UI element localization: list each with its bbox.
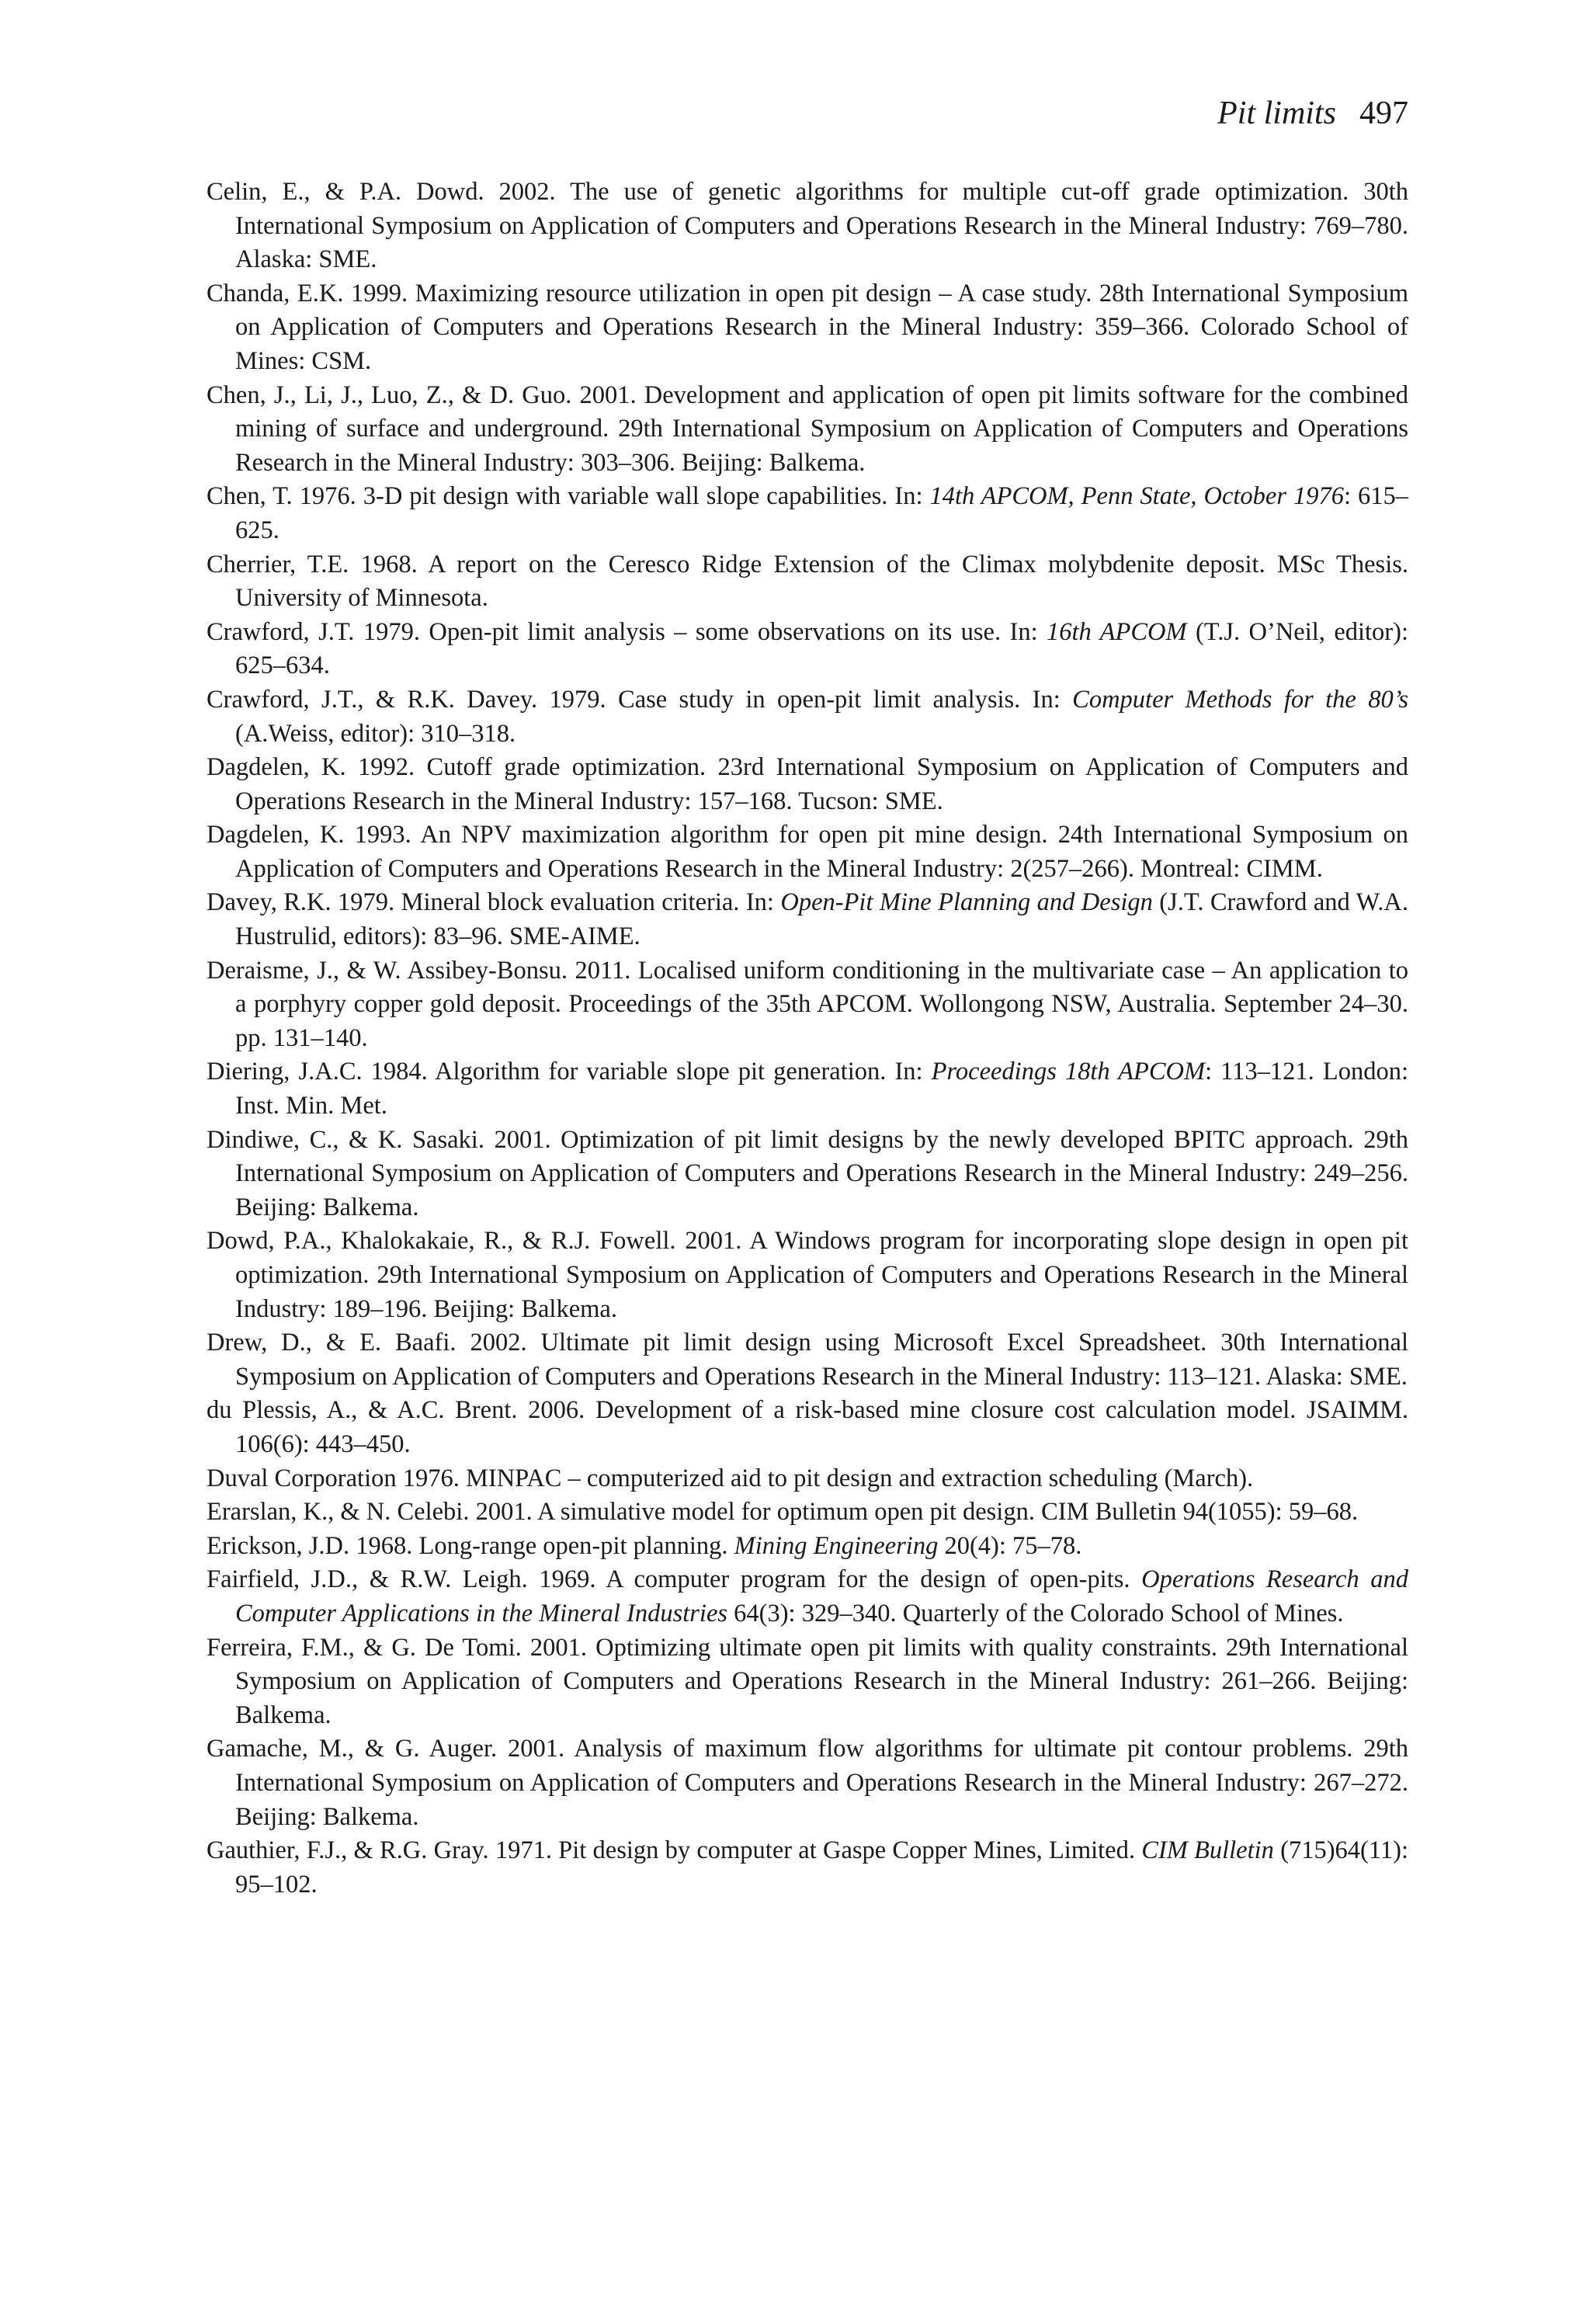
- reference-text: Diering, J.A.C. 1984. Algorithm for variable slope pit generation. In:: [207, 1058, 932, 1086]
- reference-text: : 615–625.: [235, 482, 1408, 544]
- reference-text: Chen, J., Li, J., Luo, Z., & D. Guo. 2001. Development and application of open pit limits software for the combined mining of surface and underground. 29th International Symposium on Application of Computers and Operations Research in the Mineral Industry: 303–306. Beijing: Balkema.: [207, 380, 1408, 477]
- reference-text: 20(4): 75–78.: [938, 1531, 1082, 1560]
- reference-entry: [207, 616, 1408, 683]
- page-number: 497: [1359, 96, 1408, 131]
- reference-entry: [207, 379, 1408, 481]
- reference-entry: [207, 1394, 1408, 1461]
- reference-entry: [207, 1834, 1408, 1902]
- reference-source-title: CIM Bulletin: [1141, 1836, 1274, 1865]
- reference-text: (J.T. Crawford and W.A. Hustrulid, editors): 83–96. SME-AIME.: [235, 888, 1408, 951]
- reference-source-title: Operations Research and Computer Applications in the Mineral Industries: [235, 1565, 1408, 1627]
- reference-text: : 113–121. London: Inst. Min. Met.: [235, 1058, 1408, 1120]
- reference-text: Chanda, E.K. 1999. Maximizing resource utilization in open pit design – A case study. 28th International Symposium on Application of Computers and Operations Research in the Mineral Industry: 359–366. Colorado School of Mines: CSM.: [207, 279, 1408, 375]
- reference-entry: [207, 751, 1408, 818]
- reference-entry: [207, 1495, 1408, 1530]
- reference-text: Crawford, J.T. 1979. Open-pit limit analysis – some observations on its use. In:: [207, 617, 1047, 646]
- reference-entry: [207, 818, 1408, 886]
- reference-text: Davey, R.K. 1979. Mineral block evaluation criteria. In:: [207, 888, 781, 917]
- reference-source-title: 16th APCOM: [1047, 617, 1187, 646]
- reference-entry: [207, 1124, 1408, 1225]
- reference-source-title: Proceedings 18th APCOM: [931, 1058, 1206, 1086]
- reference-entry: [207, 1326, 1408, 1394]
- reference-source-title: Mining Engineering: [734, 1531, 939, 1560]
- reference-text: Duval Corporation 1976. MINPAC – computerized aid to pit design and extraction scheduling (March).: [207, 1464, 1254, 1492]
- reference-text: Celin, E., & P.A. Dowd. 2002. The use of genetic algorithms for multiple cut-off grade optimization. 30th International Symposium on Application of Computers and Operations Research in the Mineral Industry: 769–780. Alaska: SME.: [207, 178, 1408, 274]
- reference-text: Fairfield, J.D., & R.W. Leigh. 1969. A computer program for the design of open-pits.: [207, 1565, 1142, 1594]
- reference-text: Dindiwe, C., & K. Sasaki. 2001. Optimization of pit limit designs by the newly developed BPITC approach. 29th International Symposium on Application of Computers and Operations Research in the Mineral Industry: 249–256. Beijing: Balkema.: [207, 1125, 1408, 1221]
- reference-text: Dagdelen, K. 1993. An NPV maximization algorithm for open pit mine design. 24th International Symposium on Application of Computers and Operations Research in the Mineral Industry: 2(257–266). Montreal: CIMM.: [207, 821, 1408, 883]
- reference-text: Erickson, J.D. 1968. Long-range open-pit planning.: [207, 1531, 734, 1560]
- reference-text: du Plessis, A., & A.C. Brent. 2006. Development of a risk-based mine closure cost calculation model. JSAIMM. 106(6): 443–450.: [207, 1396, 1408, 1458]
- reference-text: (T.J. O’Neil, editor): 625–634.: [235, 617, 1408, 680]
- reference-entry: [207, 1462, 1408, 1496]
- reference-text: Drew, D., & E. Baafi. 2002. Ultimate pit limit design using Microsoft Excel Spreadsheet. 30th International Symposium on Application of Computers and Operations Research in the Mineral Industry: 113–121. Alaska: SME.: [207, 1329, 1408, 1391]
- reference-text: (715)64(11): 95–102.: [235, 1836, 1408, 1898]
- reference-entry: [207, 1732, 1408, 1834]
- reference-source-title: Open-Pit Mine Planning and Design: [780, 888, 1153, 917]
- running-title: Pit limits: [1217, 96, 1336, 131]
- reference-entry: [207, 548, 1408, 616]
- reference-text: Gauthier, F.J., & R.G. Gray. 1971. Pit design by computer at Gaspe Copper Mines, Limited.: [207, 1836, 1142, 1865]
- reference-entry: [207, 175, 1408, 277]
- reference-text: Ferreira, F.M., & G. De Tomi. 2001. Optimizing ultimate open pit limits with quality constraints. 29th International Symposium on Application of Computers and Operations Research in the Mineral Industry: 261–266. Beijing: Balkema.: [207, 1633, 1408, 1729]
- reference-entry: [207, 1530, 1408, 1564]
- reference-text: Gamache, M., & G. Auger. 2001. Analysis of maximum flow algorithms for ultimate pit contour problems. 29th International Symposium on Application of Computers and Operations Research in the Mineral Industry: 267–272. Beijing: Balkema.: [207, 1735, 1408, 1831]
- reference-entry: [207, 1563, 1408, 1631]
- reference-text: Crawford, J.T., & R.K. Davey. 1979. Case study in open-pit limit analysis. In:: [207, 685, 1073, 714]
- reference-text: Cherrier, T.E. 1968. A report on the Ceresco Ridge Extension of the Climax molybdenite deposit. MSc Thesis. University of Minnesota.: [207, 550, 1408, 613]
- reference-entry: [207, 683, 1408, 751]
- reference-entry: [207, 480, 1408, 547]
- reference-list: [207, 175, 1408, 1902]
- reference-entry: [207, 1055, 1408, 1123]
- reference-text: 64(3): 329–340. Quarterly of the Colorado School of Mines.: [727, 1599, 1344, 1627]
- reference-entry: [207, 1631, 1408, 1733]
- reference-text: (A.Weiss, editor): 310–318.: [235, 719, 516, 748]
- reference-text: Chen, T. 1976. 3-D pit design with variable wall slope capabilities. In:: [207, 482, 930, 511]
- reference-entry: [207, 954, 1408, 1056]
- page-header: [1217, 90, 1408, 137]
- reference-source-title: 14th APCOM, Penn State, October 1976: [929, 482, 1344, 511]
- reference-text: Dowd, P.A., Khalokakaie, R., & R.J. Fowell. 2001. A Windows program for incorporating slope design in open pit optimization. 29th International Symposium on Application of Computers and Operations Research in the Mineral Industry: 189–196. Beijing: Balkema.: [207, 1227, 1408, 1323]
- reference-entry: [207, 886, 1408, 954]
- reference-entry: [207, 277, 1408, 379]
- reference-entry: [207, 1225, 1408, 1326]
- reference-text: Deraisme, J., & W. Assibey-Bonsu. 2011. Localised uniform conditioning in the multivariate case – An application to a porphyry copper gold deposit. Proceedings of the 35th APCOM. Wollongong NSW, Australia. September 24–30. pp. 131–140.: [207, 956, 1408, 1052]
- reference-text: Erarslan, K., & N. Celebi. 2001. A simulative model for optimum open pit design. CIM Bulletin 94(1055): 59–68.: [207, 1498, 1359, 1527]
- reference-text: Dagdelen, K. 1992. Cutoff grade optimization. 23rd International Symposium on Application of Computers and Operations Research in the Mineral Industry: 157–168. Tucson: SME.: [207, 753, 1408, 815]
- reference-source-title: Computer Methods for the 80’s: [1072, 685, 1408, 714]
